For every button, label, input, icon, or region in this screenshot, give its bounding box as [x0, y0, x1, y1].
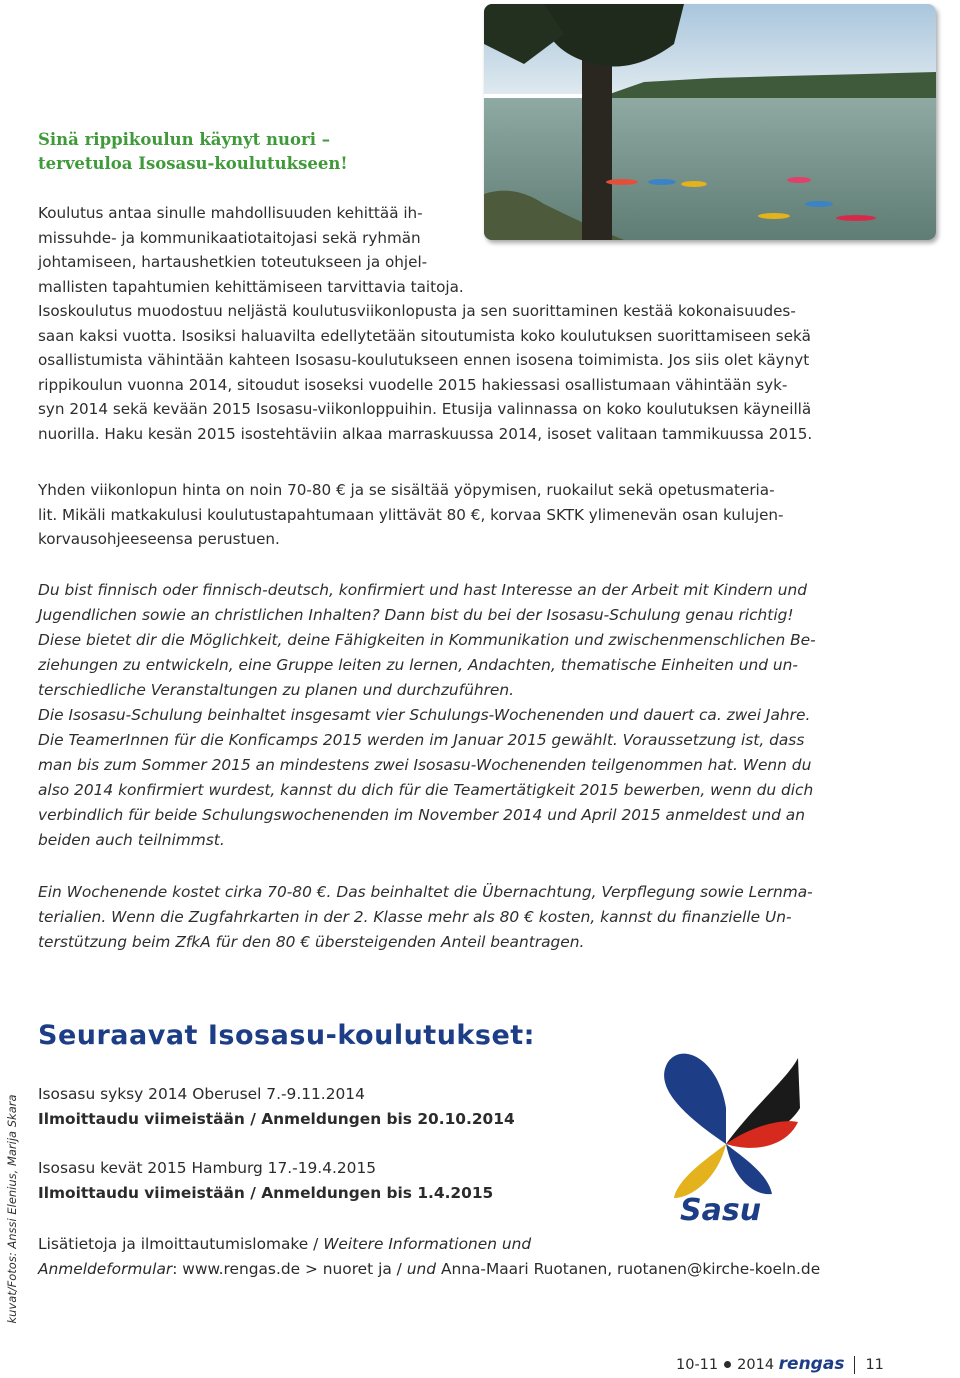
text-line: verbindlich für beide Schulungswochenenden im November 2014 und April 2015 anmeldest und an	[38, 806, 805, 824]
finnish-paragraph-2	[38, 478, 908, 552]
text-line: mallisten tapahtumien kehittämiseen tarvittavia taitoja.	[38, 277, 464, 296]
info-de: Weitere Informationen und	[323, 1235, 532, 1253]
course-autumn-2014	[38, 1082, 515, 1132]
text-line: Du bist finnisch oder finnisch-deutsch, konfirmiert und hast Interesse an der Arbeit mit Kindern und	[38, 581, 808, 599]
info-de-form: Anmeldeformular	[38, 1260, 173, 1278]
text-line: terstützung beim ZfkA für den 80 € übersteigenden Anteil beantragen.	[38, 933, 585, 951]
info-link-text[interactable]: : www.rengas.de > nuoret ja /	[172, 1260, 407, 1278]
bullet-dot	[724, 1361, 731, 1368]
german-paragraph-2	[38, 880, 918, 955]
sasu-butterfly-logo	[648, 1048, 804, 1228]
course-name: Isosasu syksy 2014 Oberusel 7.-9.11.2014	[38, 1085, 365, 1103]
text-line: beiden auch teilnimmst.	[38, 831, 225, 849]
text-line: rippikoulun vuonna 2014, sitoudut isoseksi vuodelle 2015 hakiessasi osallistumaan vähintään syk-	[38, 375, 788, 394]
headline	[38, 128, 468, 176]
text-line: Die TeamerInnen für die Konficamps 2015 werden im Januar 2015 gewählt. Voraussetzung ist, dass	[38, 731, 805, 749]
more-info	[38, 1232, 820, 1282]
divider	[854, 1356, 855, 1374]
section-title: Seuraavat Isosasu-koulutukset:	[38, 1020, 535, 1051]
text-line: Koulutus antaa sinulle mahdollisuuden kehittää ih-	[38, 204, 423, 222]
text-line: johtamiseen, hartaushetkien toteutukseen ja ohjel-	[38, 253, 428, 271]
info-line-1	[38, 1232, 820, 1257]
info-und: und	[406, 1260, 437, 1278]
text-line: missuhde- ja kommunikaatiotaitojasi sekä ryhmän	[38, 228, 421, 247]
text-line: Jugendlichen sowie an christlichen Inhalten? Dann bist du bei der Isosasu-Schulung genau richtig!	[38, 606, 794, 624]
text-line: syn 2014 sekä kevään 2015 Isosasu-viikonloppuihin. Etusija valinnassa on koko koulutuksen käyneillä	[38, 400, 812, 418]
text-line: Isoskoulutus muodostuu neljästä koulutusviikonlopusta ja sen suorittaminen kestää kokonaisuudes-	[38, 302, 796, 320]
info-fi: Lisätietoja ja ilmoittautumislomake /	[38, 1235, 324, 1253]
course-deadline: Ilmoittaudu viimeistään / Anmeldungen bis 1.4.2015	[38, 1184, 494, 1202]
course-name: Isosasu kevät 2015 Hamburg 17.-19.4.2015	[38, 1159, 377, 1177]
text-line: ziehungen zu entwickeln, eine Gruppe leiten zu lernen, Andachten, thematische Einheiten und un-	[38, 656, 798, 674]
page-number: 11	[865, 1357, 884, 1373]
headline-line-2: tervetuloa Isosasu-koulutukseen!	[38, 154, 348, 173]
text-line: lit. Mikäli matkakulusi koulutustapahtumaan ylittävät 80 €, korvaa SKTK ylimenevän osan kulujen-	[38, 505, 784, 524]
text-line: osallistumista vähintään kahteen Isosasu-koulutukseen ennen isosena toimimista. Jos siis olet käynyt	[38, 351, 810, 369]
text-line: man bis zum Sommer 2015 an mindestens zwei Isosasu-Wochenenden teilgenommen hat. Wenn du	[38, 756, 812, 774]
issue-number: 10-11	[676, 1357, 719, 1373]
text-line: korvausohjeeseensa perustuen.	[38, 530, 280, 548]
headline-line-1: Sinä rippikoulun käynyt nuori –	[38, 130, 330, 149]
course-spring-2015	[38, 1156, 493, 1206]
text-line: Die Isosasu-Schulung beinhaltet insgesamt vier Schulungs-Wochenenden und dauert ca. zwei Jahre.	[38, 706, 811, 724]
text-line: terialien. Wenn die Zugfahrkarten in der 2. Klasse mehr als 80 € kosten, kannst du finanzielle Un-	[38, 908, 792, 926]
text-line: terschiedliche Veranstaltungen zu planen und durchzuführen.	[38, 681, 515, 699]
info-line-2	[38, 1257, 820, 1282]
text-line: saan kaksi vuotta. Isosiksi haluavilta edellytetään sitoutumista koko koulutuksen suorittamiseen sekä	[38, 326, 811, 345]
issue-year: 2014	[737, 1357, 775, 1373]
german-paragraph-1	[38, 578, 918, 853]
logo-text: Sasu	[680, 1193, 762, 1228]
photo-credit-text: kuvat/Fotos: Anssi Elenius, Marija Skara	[5, 1094, 19, 1324]
course-deadline: Ilmoittaudu viimeistään / Anmeldungen bis 20.10.2014	[38, 1110, 515, 1128]
text-line: nuorilla. Haku kesän 2015 isostehtäviin alkaa marraskuussa 2014, isoset valitaan tammikuussa 2015.	[38, 424, 813, 443]
brand-name: rengas	[778, 1354, 845, 1374]
finnish-paragraph-1	[38, 201, 908, 446]
info-contact[interactable]: Anna-Maari Ruotanen, ruotanen@kirche-koeln.de	[436, 1260, 821, 1278]
photo-credit	[0, 1080, 24, 1338]
text-line: Yhden viikonlopun hinta on noin 70-80 € ja se sisältää yöpymisen, ruokailut sekä opetusmateria-	[38, 481, 775, 499]
text-line: also 2014 konfirmiert wurdest, kannst du dich für die Teamertätigkeit 2015 bewerben, wenn du dich	[38, 781, 814, 799]
text-line: Diese bietet dir die Möglichkeit, deine Fähigkeiten in Kommunikation und zwischenmenschlichen Be-	[38, 631, 816, 649]
text-line: Ein Wochenende kostet cirka 70-80 €. Das beinhaltet die Übernachtung, Verpflegung sowie Lernma-	[38, 883, 813, 901]
page-footer	[676, 1354, 884, 1374]
